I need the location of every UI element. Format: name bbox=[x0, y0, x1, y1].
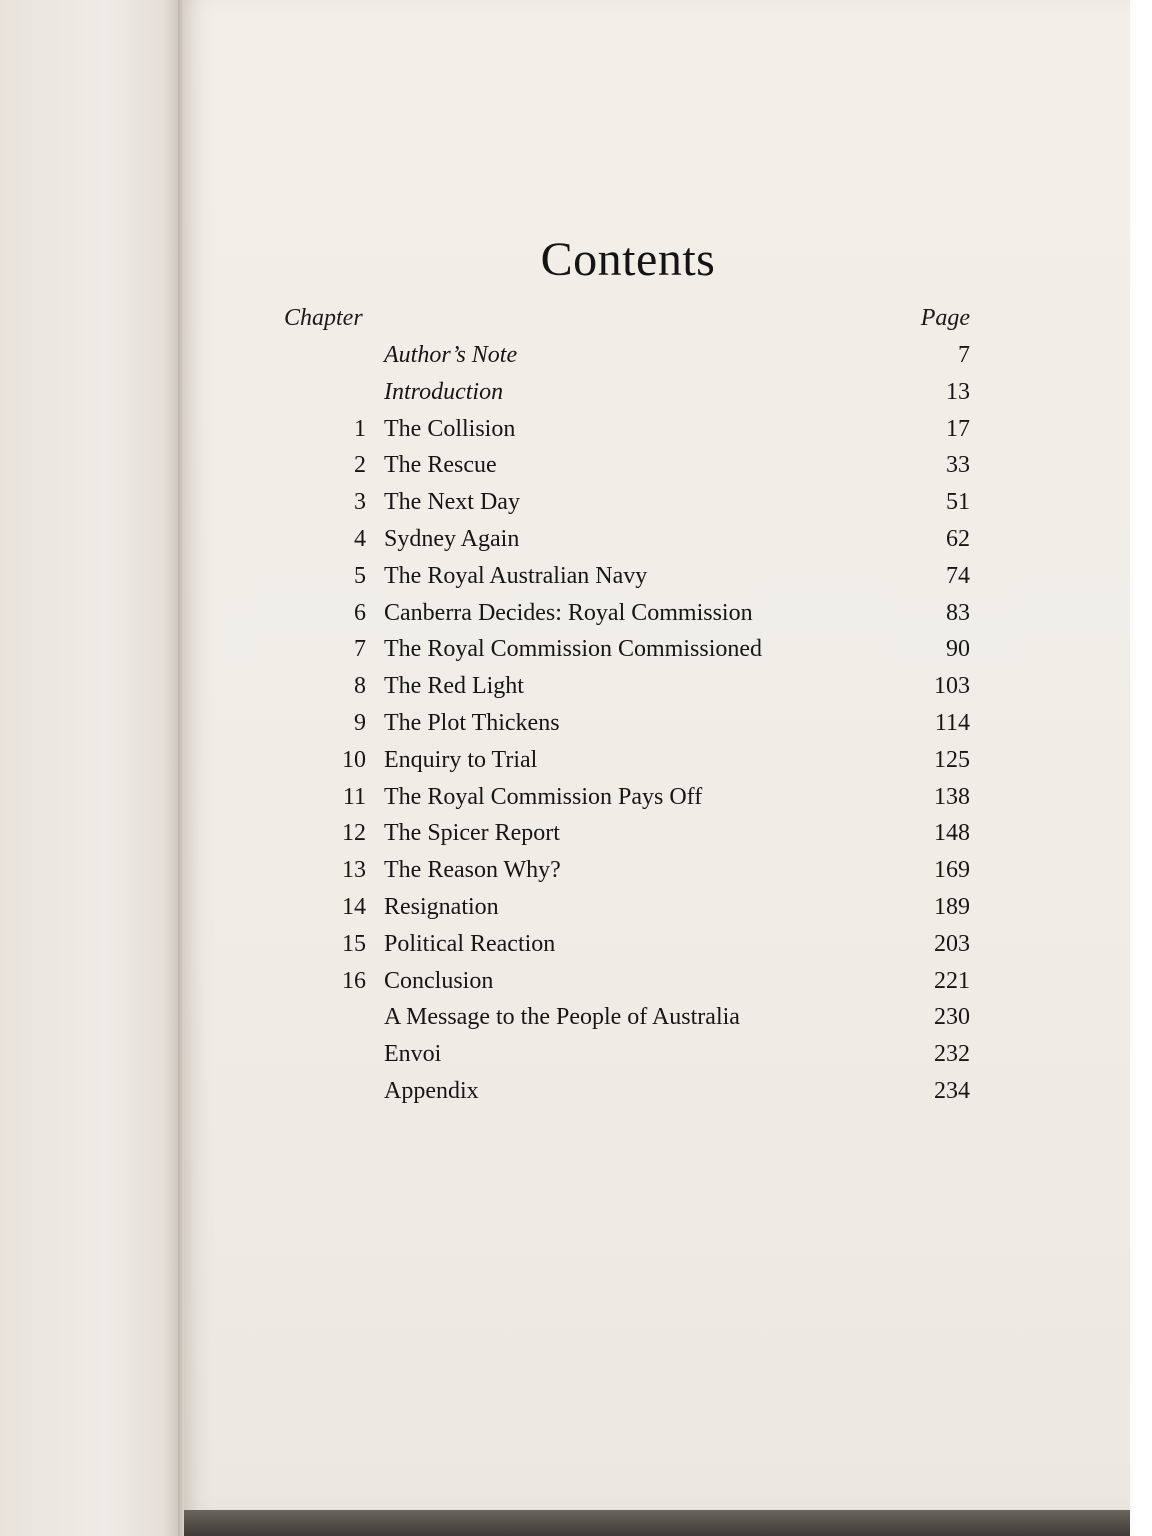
toc-entry bbox=[300, 926, 972, 963]
page-number: 125 bbox=[934, 746, 970, 773]
chapter-number: 7 bbox=[354, 636, 366, 663]
toc-entry bbox=[300, 999, 972, 1036]
chapter-title: The Spicer Report bbox=[384, 820, 560, 847]
chapter-title: The Rescue bbox=[384, 452, 497, 479]
page-column-header: Page bbox=[920, 305, 970, 331]
chapter-number: 5 bbox=[354, 562, 366, 589]
toc-entry bbox=[300, 815, 972, 852]
toc-entry bbox=[300, 447, 972, 484]
chapter-number: 6 bbox=[354, 599, 366, 626]
page-number: 148 bbox=[934, 820, 970, 847]
chapter-number: 4 bbox=[354, 525, 366, 552]
page-number: 203 bbox=[934, 930, 970, 957]
chapter-title: Canberra Decides: Royal Commission bbox=[384, 599, 753, 626]
chapter-number: 10 bbox=[342, 746, 366, 773]
toc-entry bbox=[300, 963, 972, 1000]
page-number: 90 bbox=[946, 636, 970, 663]
toc-entry bbox=[300, 705, 972, 742]
chapter-number: 13 bbox=[342, 857, 366, 884]
page-number: 7 bbox=[958, 342, 970, 368]
toc-entry bbox=[300, 374, 972, 411]
page-number: 189 bbox=[934, 893, 970, 920]
chapter-number: 3 bbox=[354, 489, 366, 516]
chapter-title: Sydney Again bbox=[384, 525, 520, 552]
book-bottom-edge bbox=[184, 1510, 1130, 1536]
left-page bbox=[0, 0, 178, 1536]
chapter-number: 14 bbox=[342, 893, 366, 920]
chapter-title: Author’s Note bbox=[384, 342, 518, 368]
chapter-title: The Red Light bbox=[384, 673, 524, 700]
page-number: 74 bbox=[946, 562, 970, 589]
page-number: 51 bbox=[946, 489, 970, 516]
toc-entry bbox=[300, 668, 972, 705]
chapter-title: The Next Day bbox=[384, 489, 520, 516]
toc-entry bbox=[300, 521, 972, 558]
page-number: 83 bbox=[946, 599, 970, 626]
chapter-title: The Royal Commission Commissioned bbox=[384, 636, 763, 663]
chapter-title: Conclusion bbox=[384, 967, 494, 994]
page-number: 230 bbox=[934, 1004, 970, 1031]
chapter-title: The Plot Thickens bbox=[384, 709, 560, 736]
chapter-title: The Reason Why? bbox=[384, 857, 561, 884]
toc-entry bbox=[300, 1073, 972, 1110]
page-number: 13 bbox=[946, 378, 970, 405]
chapter-title: The Collision bbox=[384, 415, 516, 442]
chapter-title: Enquiry to Trial bbox=[384, 746, 538, 773]
toc-entry bbox=[300, 411, 972, 448]
toc-entry bbox=[300, 1036, 972, 1073]
chapter-title: The Royal Commission Pays Off bbox=[384, 783, 703, 810]
toc-entry bbox=[300, 558, 972, 595]
toc-entry bbox=[300, 484, 972, 521]
chapter-title: Envoi bbox=[384, 1041, 442, 1068]
page-number: 114 bbox=[934, 709, 970, 736]
chapter-column-header: Chapter bbox=[284, 305, 363, 331]
toc-entry bbox=[300, 337, 972, 374]
page-number: 138 bbox=[934, 783, 970, 810]
page-number: 62 bbox=[946, 525, 970, 552]
toc-entry bbox=[300, 779, 972, 816]
chapter-title: Appendix bbox=[384, 1077, 479, 1104]
page-title: Contents bbox=[540, 233, 716, 286]
chapter-number: 12 bbox=[342, 820, 366, 847]
page-number: 103 bbox=[934, 673, 970, 700]
chapter-number: 2 bbox=[354, 452, 366, 479]
contents-list bbox=[300, 337, 972, 1110]
chapter-number: 11 bbox=[342, 783, 366, 810]
chapter-title: Introduction bbox=[384, 378, 504, 405]
toc-entry bbox=[300, 631, 972, 668]
toc-entry bbox=[300, 595, 972, 632]
page-number: 221 bbox=[934, 967, 970, 994]
page-number: 234 bbox=[934, 1077, 970, 1104]
chapter-title: Resignation bbox=[384, 893, 499, 920]
chapter-title: The Royal Australian Navy bbox=[384, 562, 648, 589]
chapter-number: 15 bbox=[342, 930, 366, 957]
chapter-number: 9 bbox=[354, 709, 366, 736]
toc-entry bbox=[300, 889, 972, 926]
toc-entry bbox=[300, 852, 972, 889]
chapter-title: A Message to the People of Australia bbox=[384, 1004, 740, 1031]
chapter-number: 16 bbox=[342, 967, 366, 994]
chapter-number: 8 bbox=[354, 673, 366, 700]
page-number: 232 bbox=[934, 1041, 970, 1068]
chapter-number: 1 bbox=[354, 415, 366, 442]
page-number: 169 bbox=[934, 857, 970, 884]
chapter-title: Political Reaction bbox=[384, 930, 556, 957]
toc-entry bbox=[300, 742, 972, 779]
page-number: 33 bbox=[946, 452, 970, 479]
page-number: 17 bbox=[946, 415, 970, 442]
